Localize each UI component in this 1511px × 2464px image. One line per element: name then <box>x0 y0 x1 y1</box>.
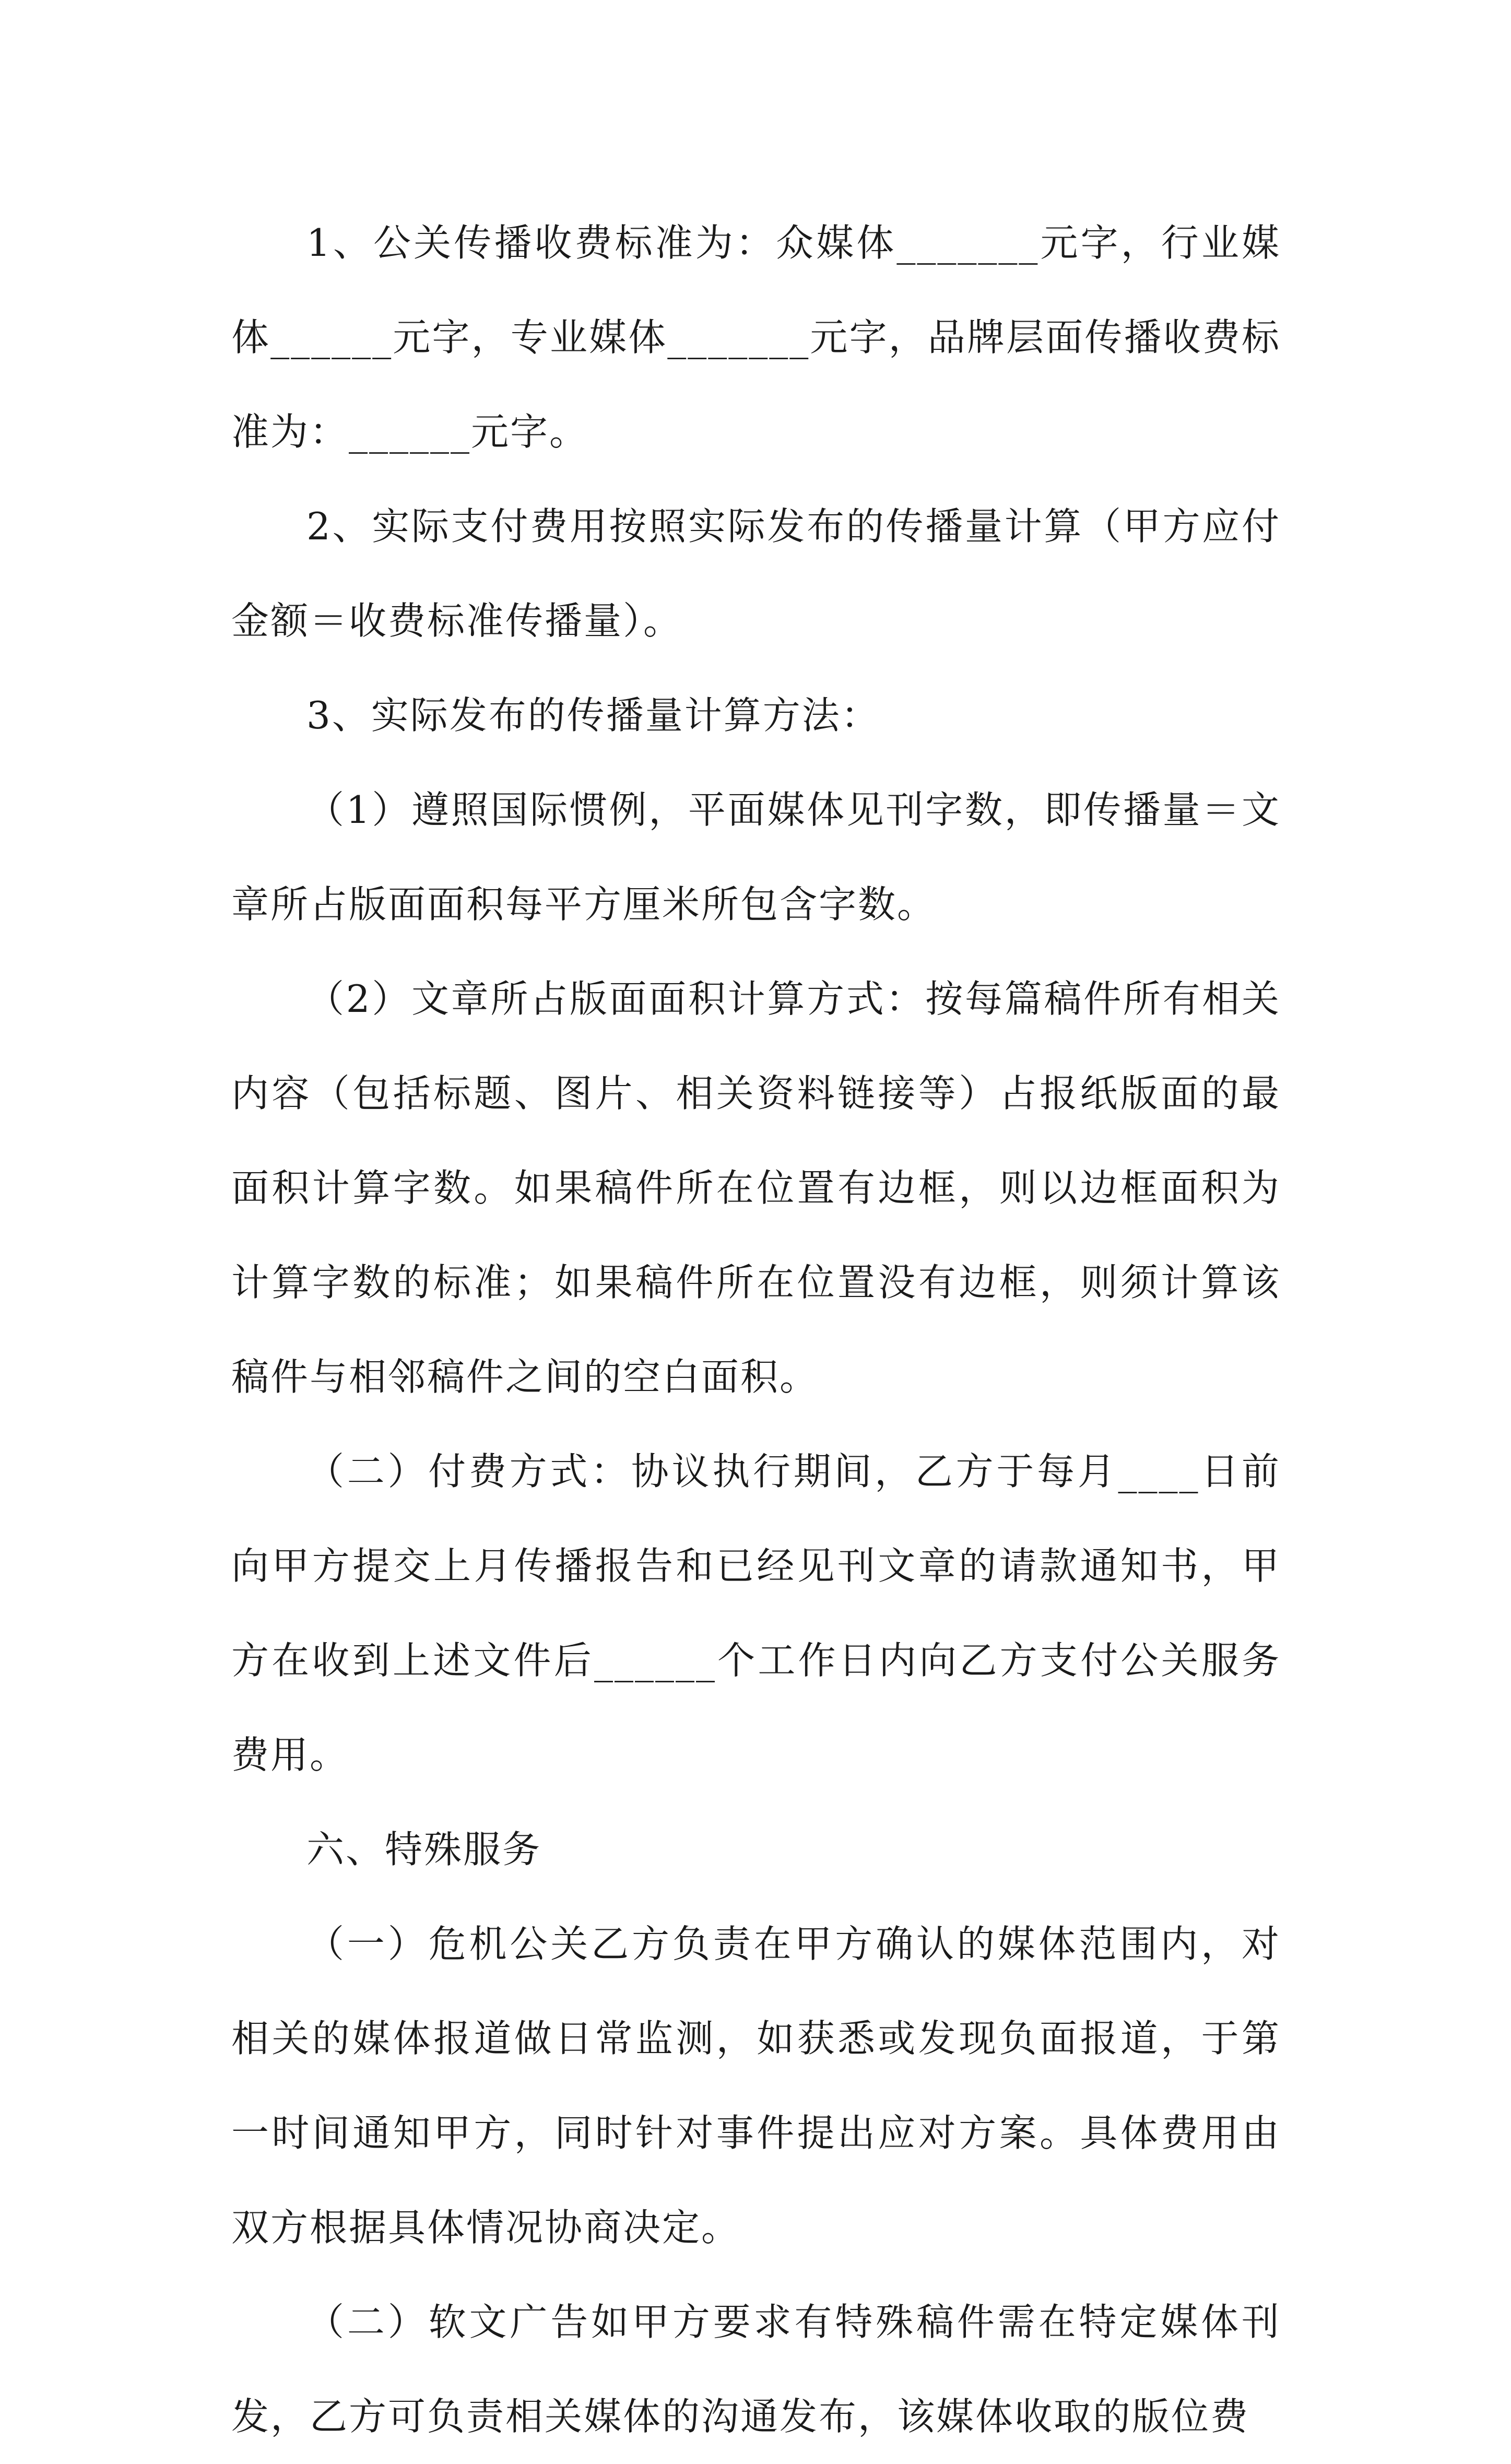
paragraph-actual-payment: 2、实际支付费用按照实际发布的传播量计算（甲方应付金额＝收费标准传播量）。 <box>231 504 1281 643</box>
paragraph-payment-method: （二）付费方式：协议执行期间，乙方于每月____日前向甲方提交上月传播报告和已经见刊文章的请款通知书，甲方在收到上述文件后______个工作日内向乙方支付公关服务费用。 <box>231 1449 1281 1777</box>
paragraph-crisis-pr: （一）危机公关乙方负责在甲方确认的媒体范围内，对相关的媒体报道做日常监测，如获悉或发现负面报道，于第一时间通知甲方，同时针对事件提出应对方案。具体费用由双方根据具体情况协商决定。 <box>231 1922 1281 2249</box>
document-body <box>231 196 1281 2464</box>
paragraph-print-word-count: （1）遵照国际惯例，平面媒体见刊字数，即传播量＝文章所占版面面积每平方厘米所包含字数。 <box>231 788 1281 926</box>
paragraph-calculation-method: 3、实际发布的传播量计算方法： <box>306 693 880 737</box>
paragraph-advertorial: （二）软文广告如甲方要求有特殊稿件需在特定媒体刊发，乙方可负责相关媒体的沟通发布，该媒体收取的版位费 <box>231 2300 1281 2438</box>
paragraph-fee-standard: 1、公关传播收费标准为：众媒体_______元字，行业媒体______元字，专业媒体_______元字，品牌层面传播收费标准为：______元字。 <box>231 221 1281 454</box>
paragraph-layout-area: （2）文章所占版面面积计算方式：按每篇稿件所有相关内容（包括标题、图片、相关资料链接等）占报纸版面的最面积计算字数。如果稿件所在位置有边框，则以边框面积为计算字数的标准；如果稿件所在位置没有边框，则须计算该稿件与相邻稿件之间的空白面积。 <box>231 977 1281 1399</box>
section-heading-special-services: 六、特殊服务 <box>306 1828 542 1871</box>
